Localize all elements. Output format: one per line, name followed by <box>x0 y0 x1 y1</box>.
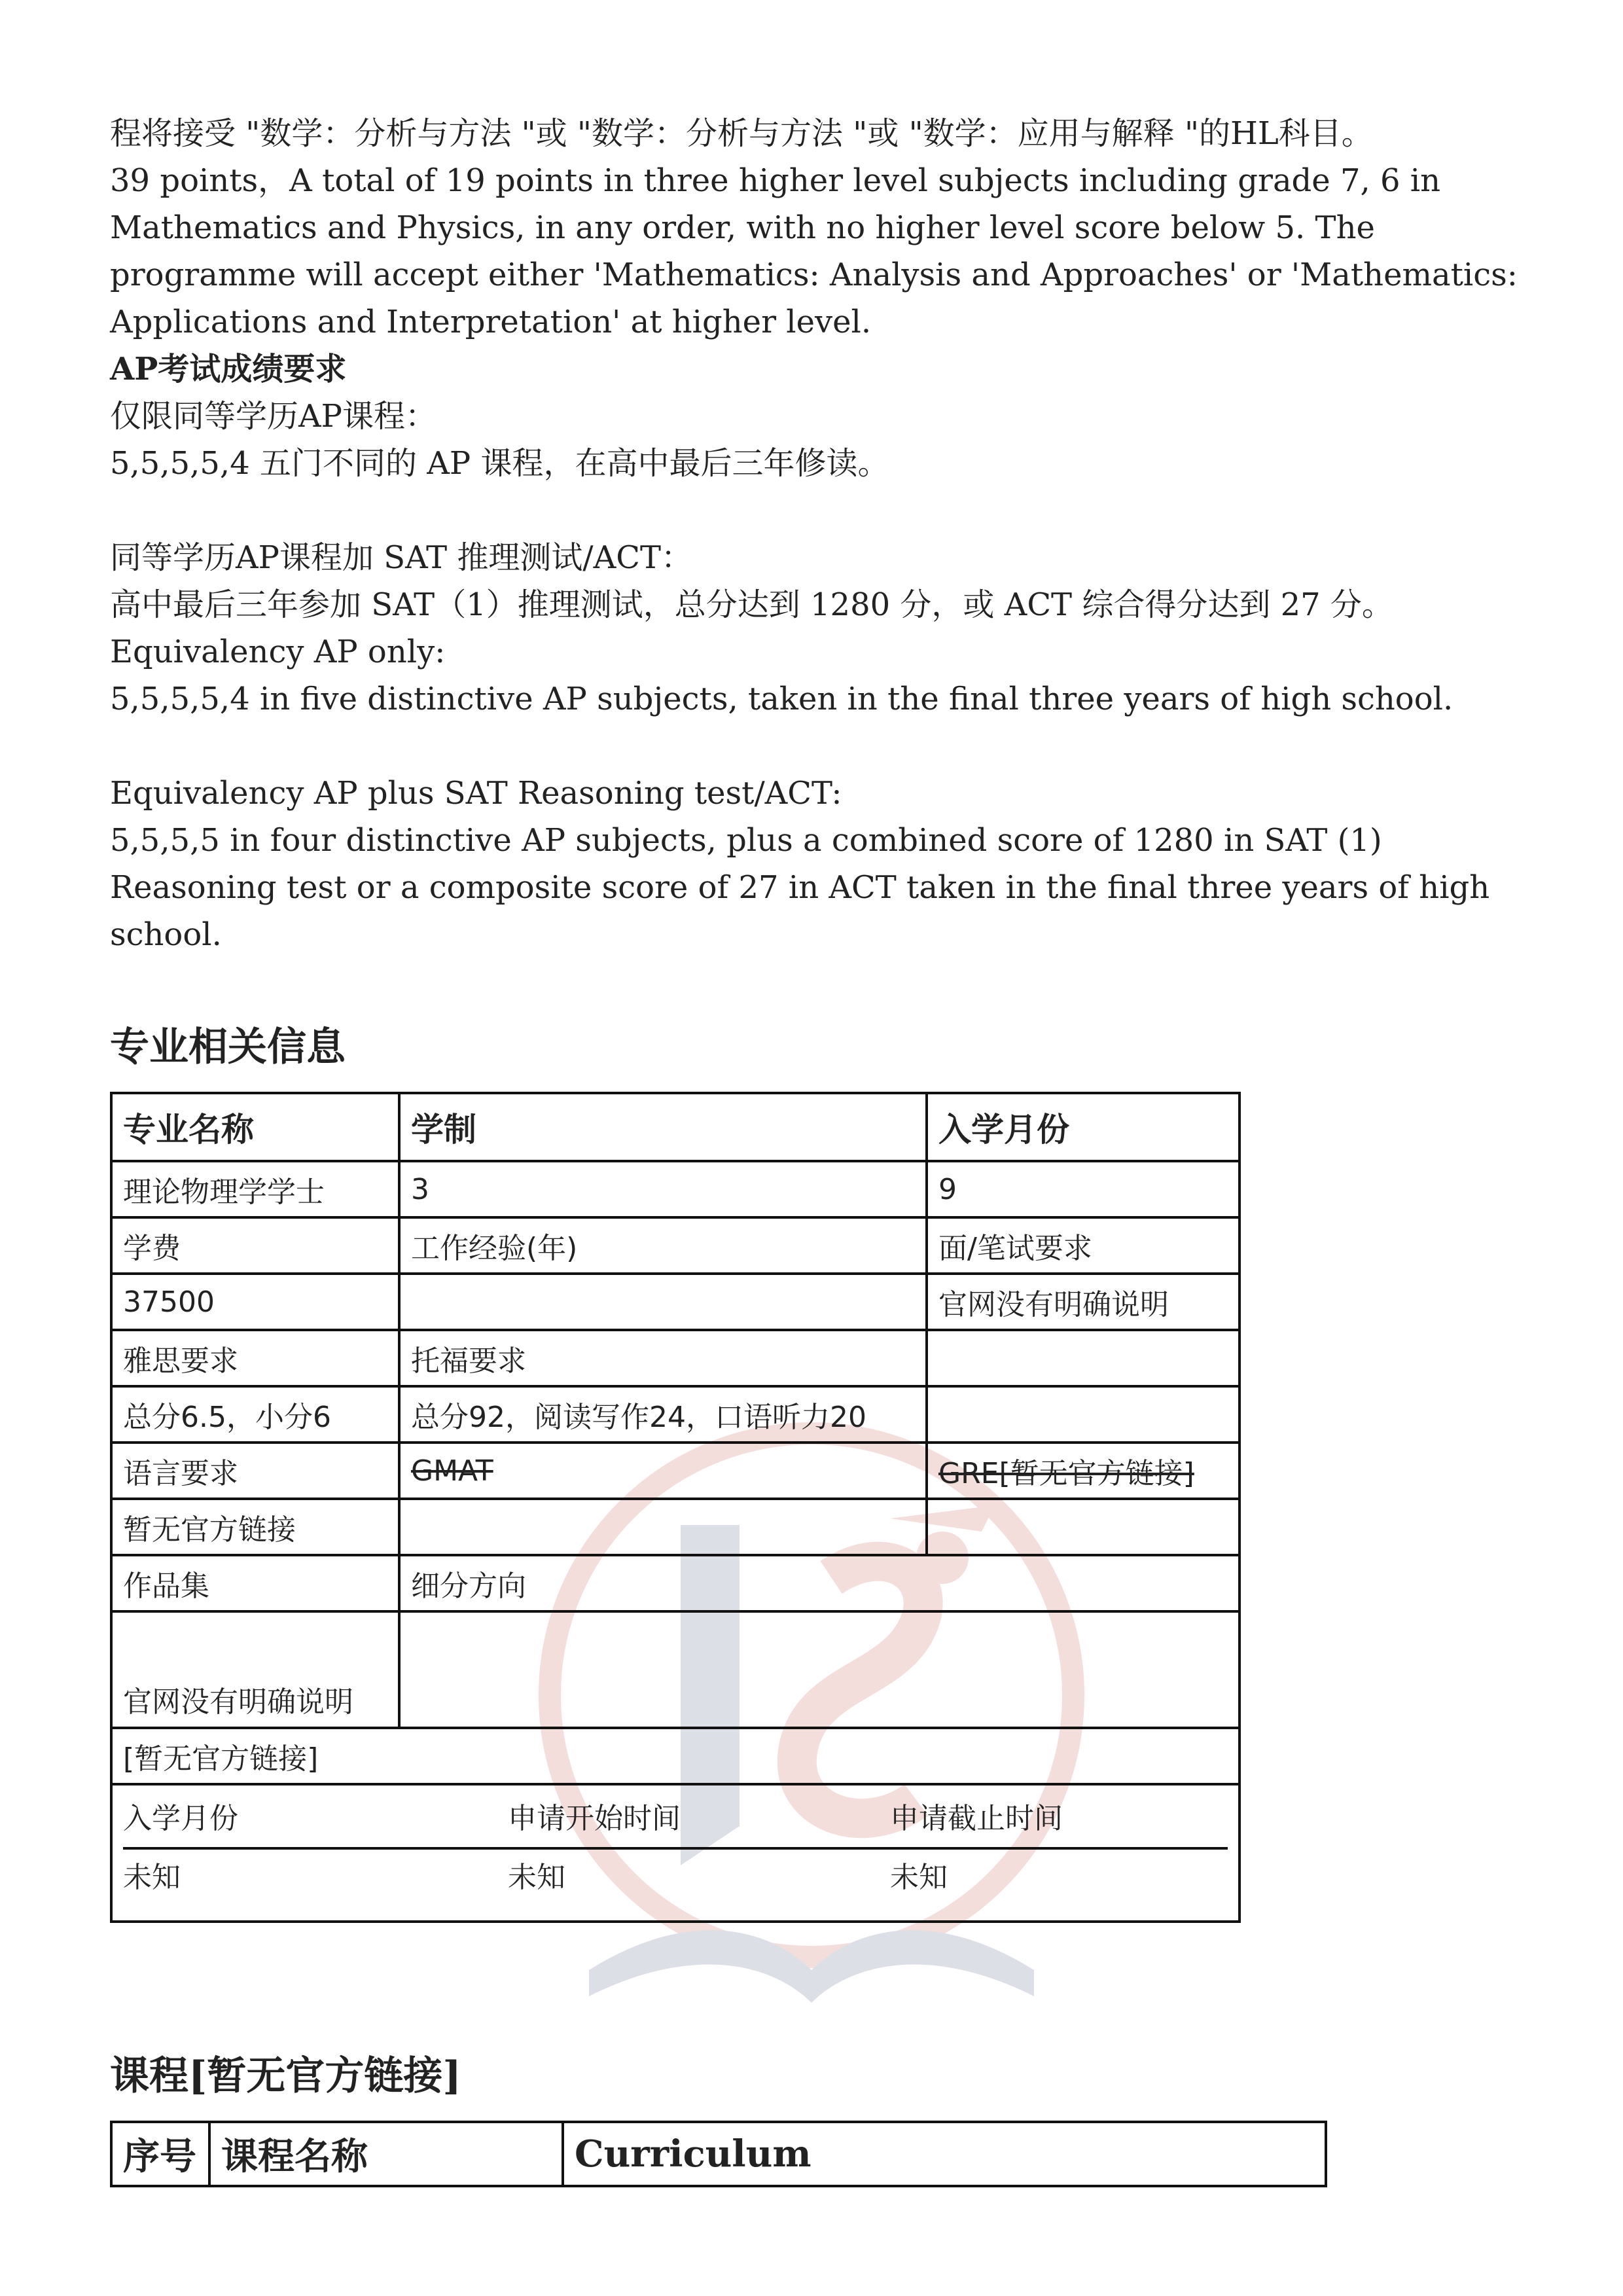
intro-block <box>110 110 1518 958</box>
table-cell: 学费 <box>111 1217 399 1274</box>
table-cell: 总分6.5，小分6 <box>111 1386 399 1443</box>
table-cell: 托福要求 <box>399 1330 927 1386</box>
table-cell: 9 <box>927 1161 1240 1217</box>
header-cell: 序号 <box>111 2122 209 2186</box>
apply-row <box>111 1784 1240 1922</box>
table-row <box>111 1555 1240 1611</box>
table-cell: 语言要求 <box>111 1443 399 1499</box>
table-cell: 理论物理学学士 <box>111 1161 399 1217</box>
ib-en-line: Applications and Interpretation' at higher level. <box>110 304 872 340</box>
table-cell: 3 <box>399 1161 927 1217</box>
ap-en-only-text: 5,5,5,5,4 in five distinctive AP subjects, taken in the final three years of high school. <box>110 681 1454 717</box>
header-cell: 学制 <box>399 1093 927 1161</box>
table-cell: 官网没有明确说明 <box>927 1274 1240 1330</box>
table-cell: 工作经验(年) <box>399 1217 927 1274</box>
ap-en-only-title: Equivalency AP only: <box>110 634 446 670</box>
table-cell <box>927 1499 1240 1555</box>
course-section-title: 课程[暂无官方链接] <box>110 2053 461 2099</box>
table-cell: 暂无官方链接 <box>111 1499 399 1555</box>
major-section-title: 专业相关信息 <box>110 1024 346 1070</box>
table-row <box>111 1443 1240 1499</box>
table-row <box>111 1386 1240 1443</box>
table-row <box>111 1161 1240 1217</box>
table-cell: 作品集 <box>111 1555 399 1611</box>
table-header-row <box>111 2122 1326 2186</box>
table-cell: 37500 <box>111 1274 399 1330</box>
table-row <box>111 1611 1240 1728</box>
ap-cn-only-title: 仅限同等学历AP课程： <box>110 398 437 435</box>
table-cell: 总分92，阅读写作24，口语听力20 <box>399 1386 927 1443</box>
apply-value: 未知 <box>123 1861 181 1894</box>
table-cell: 面/笔试要求 <box>927 1217 1240 1274</box>
ap-en-sat-line: Reasoning test or a composite score of 27 in ACT taken in the final three years of high <box>110 869 1490 906</box>
course-table <box>110 2121 1327 2187</box>
apply-header: 申请开始时间 <box>508 1802 681 1835</box>
table-row <box>111 1330 1240 1386</box>
header-cell: 入学月份 <box>927 1093 1240 1161</box>
header-cell: Curriculum <box>563 2122 1326 2186</box>
table-cell <box>399 1274 927 1330</box>
ap-cn-sat-text: 高中最后三年参加 SAT（1）推理测试，总分达到 1280 分，或 ACT 综合得分达到 27 分。 <box>110 586 1393 623</box>
table-row <box>111 1217 1240 1274</box>
apply-header: 入学月份 <box>123 1802 238 1835</box>
ap-en-sat-line: 5,5,5,5 in four distinctive AP subjects, plus a combined score of 1280 in SAT (1) <box>110 822 1382 859</box>
ap-cn-only-text: 5,5,5,5,4 五门不同的 AP 课程，在高中最后三年修读。 <box>110 445 889 482</box>
table-cell <box>399 1499 927 1555</box>
note-cell: [暂无官方链接] <box>111 1728 1240 1784</box>
gmat-cell: GMAT <box>399 1443 927 1499</box>
table-cell: 细分方向 <box>399 1555 1240 1611</box>
table-row <box>111 1274 1240 1330</box>
header-cell: 专业名称 <box>111 1093 399 1161</box>
table-cell: 雅思要求 <box>111 1330 399 1386</box>
table-row <box>111 1499 1240 1555</box>
table-header-row <box>111 1093 1240 1161</box>
table-row <box>111 1728 1240 1784</box>
ib-en-line: 39 points，A total of 19 points in three higher level subjects including grade 7, 6 in <box>110 162 1441 199</box>
apply-divider <box>123 1847 1228 1850</box>
apply-value: 未知 <box>890 1861 948 1894</box>
table-cell <box>927 1386 1240 1443</box>
ap-en-sat-title: Equivalency AP plus SAT Reasoning test/ACT: <box>110 775 842 812</box>
table-cell: 官网没有明确说明 <box>111 1611 399 1728</box>
major-info-table <box>110 1092 1241 1923</box>
ap-heading: AP考试成绩要求 <box>110 351 347 387</box>
ib-en-line: programme will accept either 'Mathematics: Analysis and Approaches' or 'Mathematics: <box>110 257 1518 293</box>
apply-header: 申请截止时间 <box>890 1802 1063 1835</box>
apply-dates <box>123 1785 1228 1920</box>
table-cell <box>927 1330 1240 1386</box>
apply-value: 未知 <box>508 1861 565 1894</box>
header-cell: 课程名称 <box>209 2122 563 2186</box>
ap-cn-sat-title: 同等学历AP课程加 SAT 推理测试/ACT： <box>110 539 692 576</box>
ib-en-line: Mathematics and Physics, in any order, with no higher level score below 5. The <box>110 209 1375 246</box>
gre-link-cell: GRE[暂无官方链接] <box>927 1443 1240 1499</box>
ap-en-sat-line: school. <box>110 916 222 953</box>
ib-cn-line: 程将接受 "数学：分析与方法 "或 "数学：分析与方法 "或 "数学：应用与解释 "的HL科目。 <box>110 115 1373 152</box>
table-cell <box>399 1611 1240 1728</box>
